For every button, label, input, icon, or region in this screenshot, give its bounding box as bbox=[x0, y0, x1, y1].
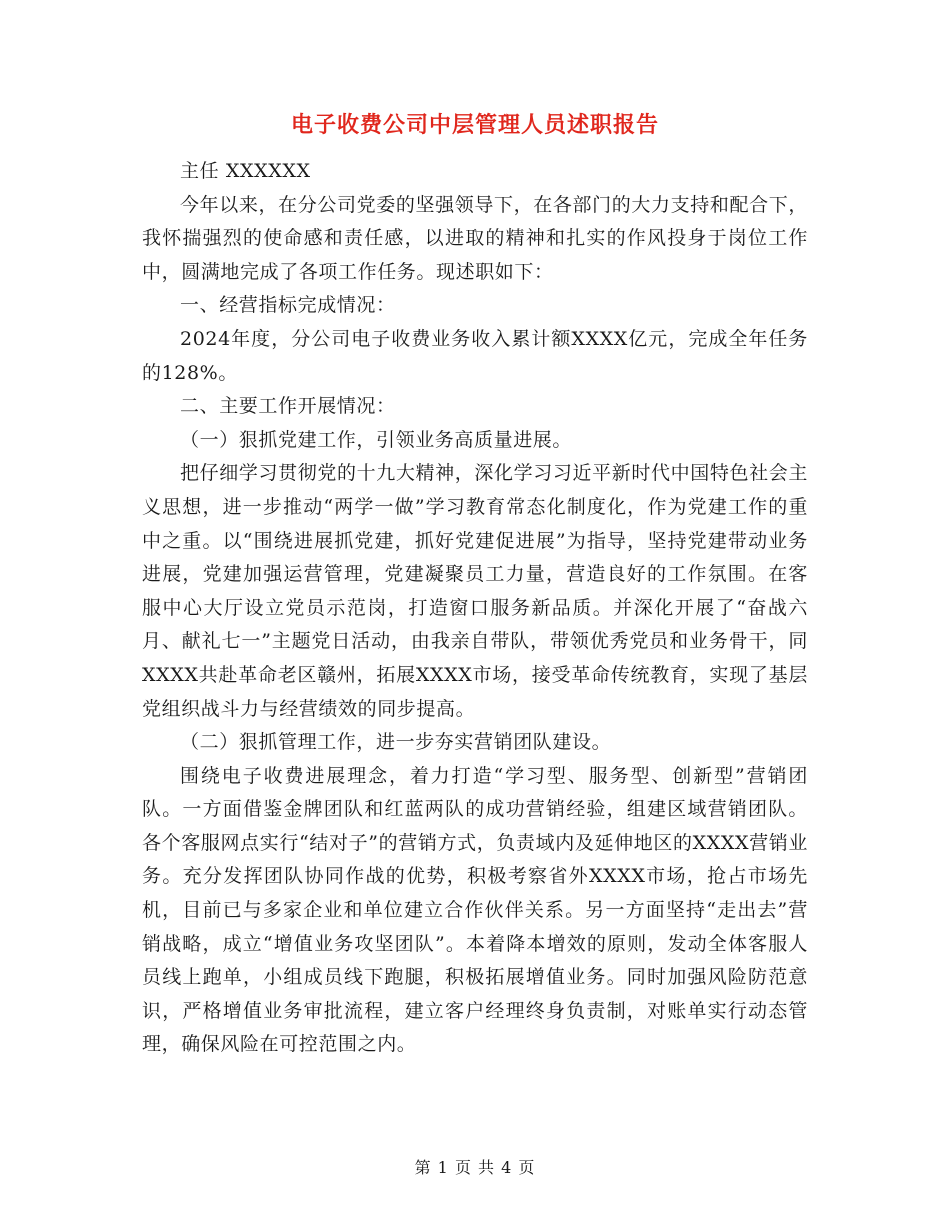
author-line: 主任 XXXXXX bbox=[180, 160, 311, 182]
subsection-paragraph-2: 围绕电子收费进展理念，着力打造“学习型、服务型、创新型”营销团队。一方面借鉴金牌团队和红蓝两队的成功营销经验，组建区域营销团队。各个客服网点实行“结对子”的营销方式，负责域内及延伸地区的XXXX营销业务。充分发挥团队协同作战的优势，积极考察省外XXXX市场，抢占市场先机，目前已与多家企业和单位建立合作伙伴关系。另一方面坚持“走出去”营销战略，成立“增值业务攻坚团队”。本着降本增效的原则，发动全体客服人员线上跑单，小组成员线下跑腿，积极拓展增值业务。同时加强风险防范意识，严格增值业务审批流程，建立客户经理终身负责制，对账单实行动态管理，确保风险在可控范围之内。 bbox=[142, 764, 808, 1056]
intro-paragraph: 今年以来，在分公司党委的坚强领导下，在各部门的大力支持和配合下，我怀揣强烈的使命感和责任感，以进取的精神和扎实的作风投身于岗位工作中，圆满地完成了各项工作任务。现述职如下： bbox=[142, 193, 808, 283]
page-number-footer: 第 1 页 共 4 页 bbox=[414, 1158, 536, 1177]
subsection-heading-2: （二）狠抓管理工作，进一步夯实营销团队建设。 bbox=[180, 731, 612, 754]
section-heading-2: 二、主要工作开展情况： bbox=[180, 395, 396, 418]
subsection-heading-1: （一）狠抓党建工作，引领业务高质量进展。 bbox=[180, 428, 573, 451]
section-paragraph-1: 2024年度，分公司电子收费业务收入累计额XXXX亿元，完成全年任务的128%。 bbox=[142, 327, 808, 384]
subsection-paragraph-1: 把仔细学习贯彻党的十九大精神，深化学习习近平新时代中国特色社会主义思想，进一步推动“两学一做”学习教育常态化制度化，作为党建工作的重中之重。以“围绕进展抓党建，抓好党建促进展”为指导，坚持党建带动业务进展，党建加强运营管理，党建凝聚员工力量，营造良好的工作氛围。在客服中心大厅设立党员示范岗，打造窗口服务新品质。并深化开展了“奋战六月、献礼七一”主题党日活动，由我亲自带队，带领优秀党员和业务骨干，同XXXX共赴革命老区赣州，拓展XXXX市场，接受革命传统教育，实现了基层党组织战斗力与经营绩效的同步提高。 bbox=[142, 462, 808, 720]
section-heading-1: 一、经营指标完成情况： bbox=[180, 294, 396, 317]
document-body bbox=[142, 155, 808, 1062]
document-title: 电子收费公司中层管理人员述职报告 bbox=[290, 112, 659, 138]
